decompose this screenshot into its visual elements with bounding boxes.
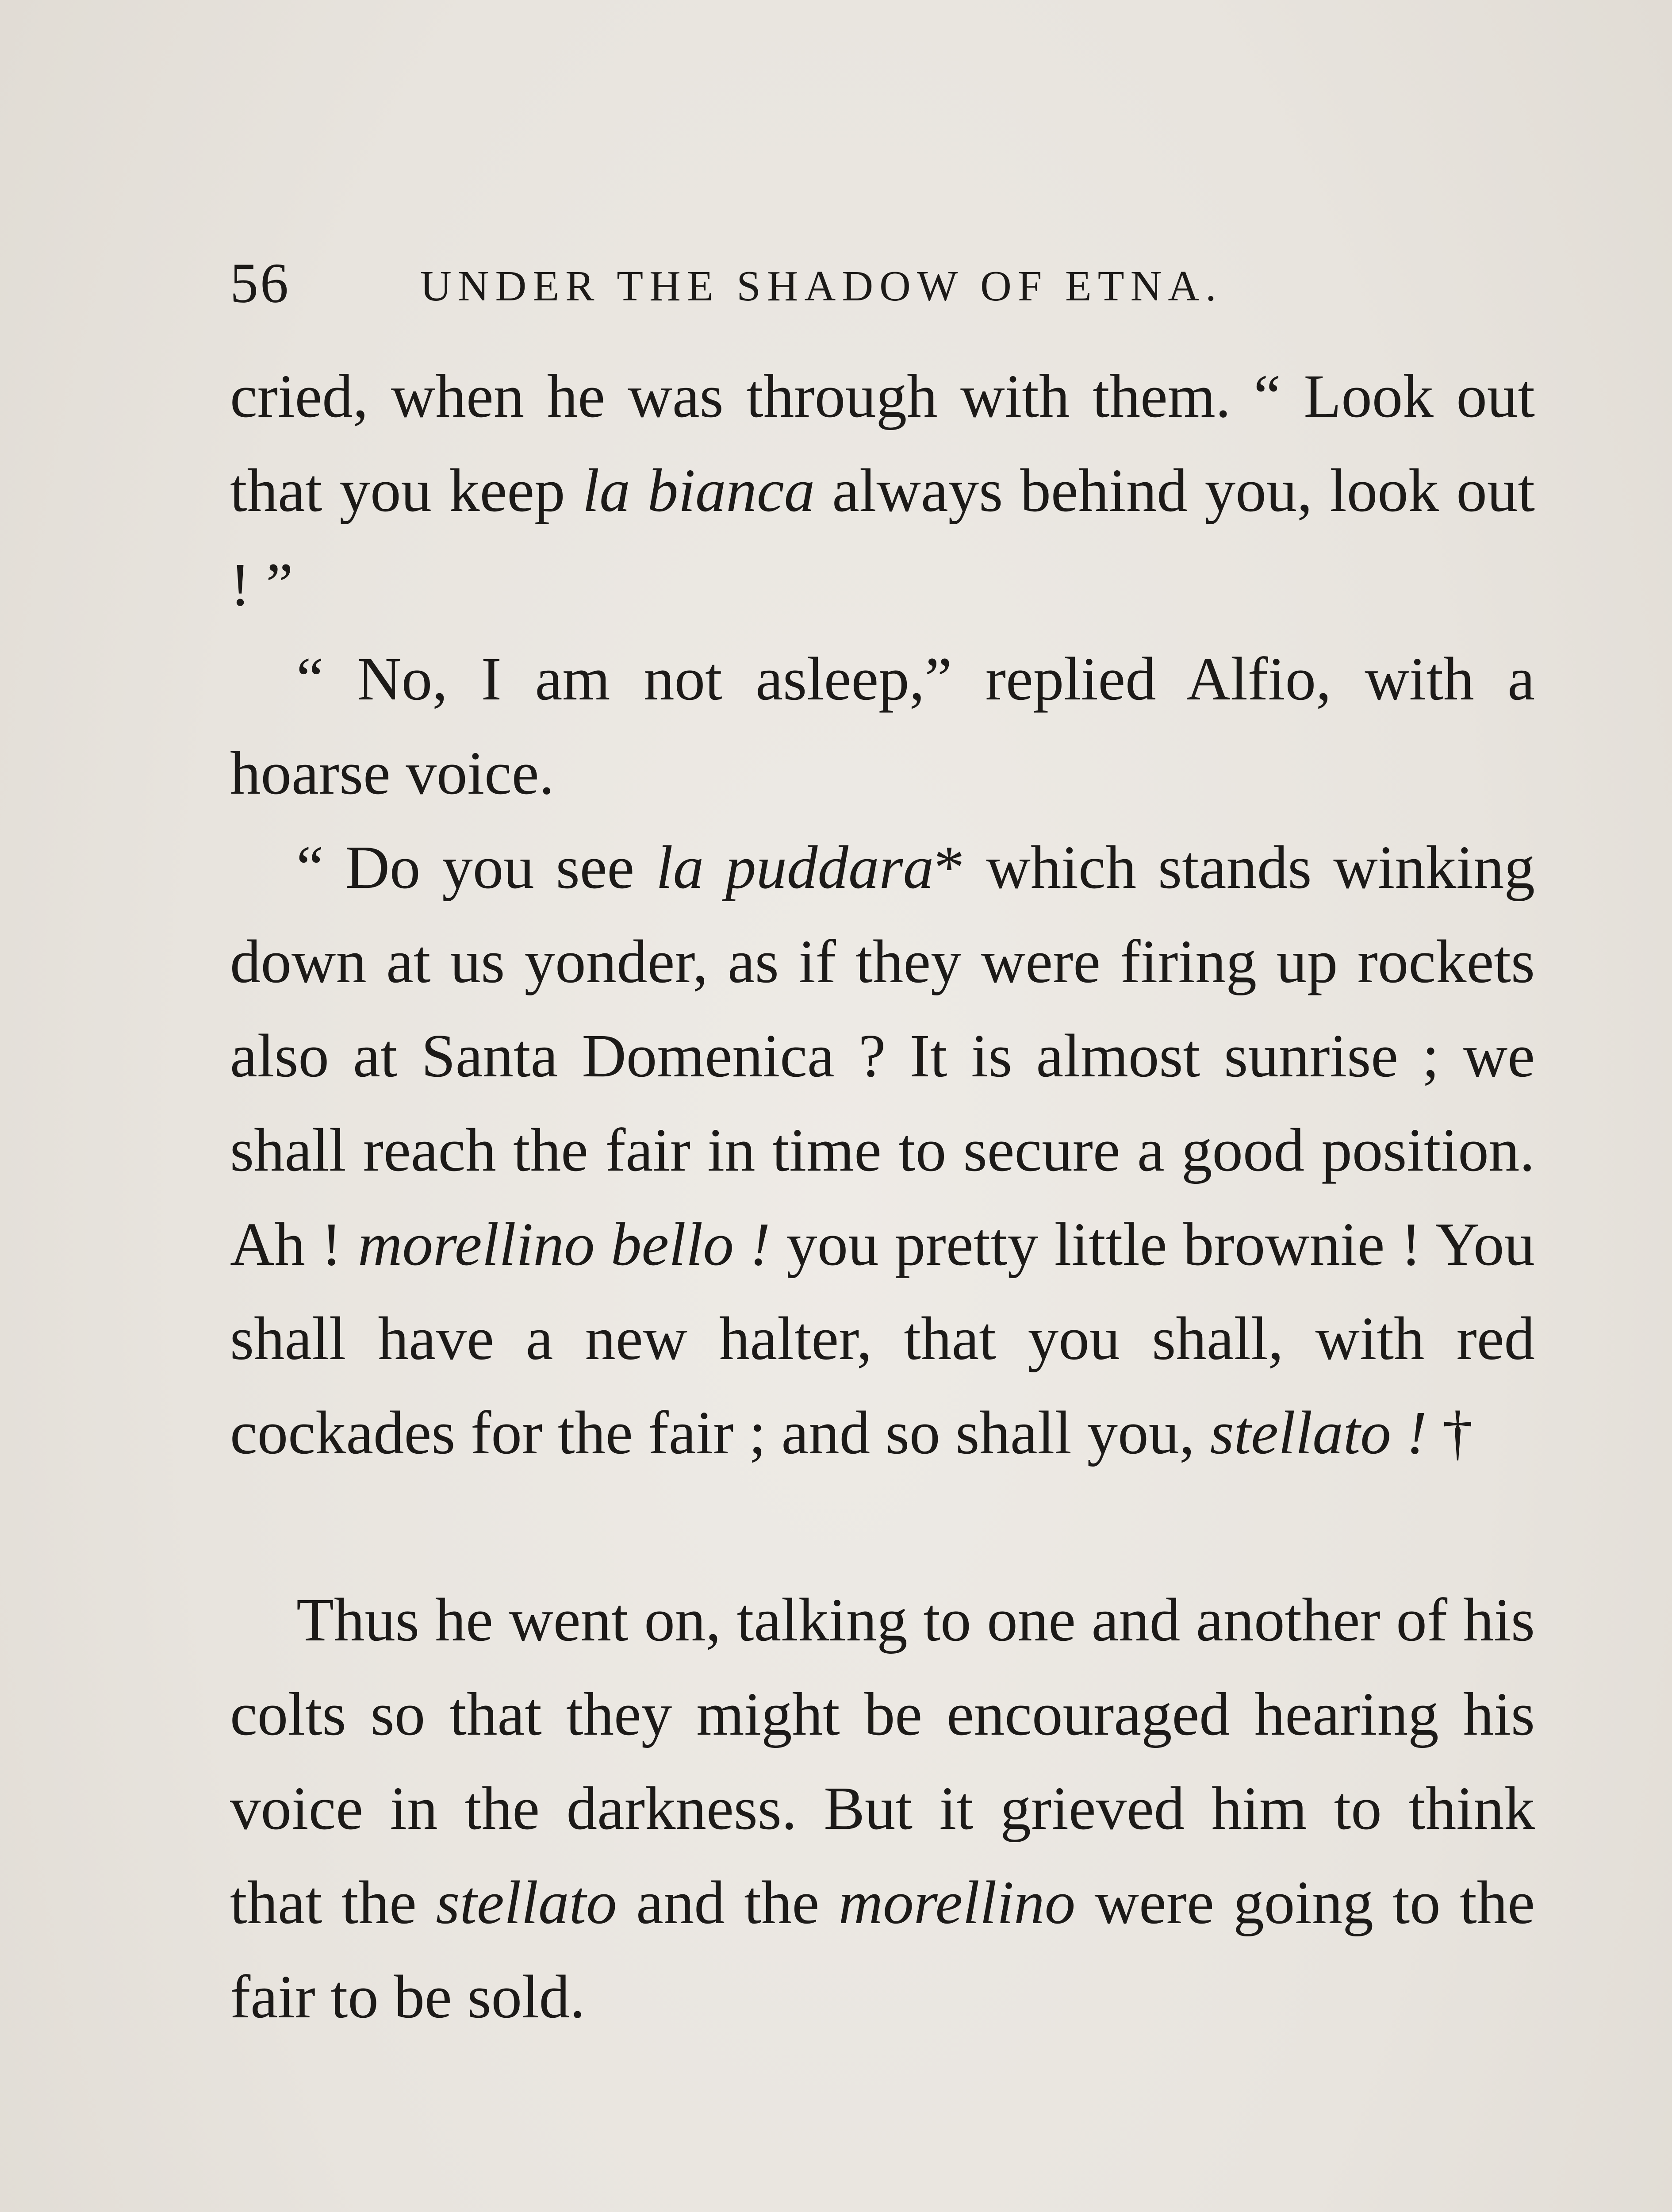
page-header — [230, 248, 1535, 319]
paragraph — [230, 632, 1535, 821]
paragraph — [230, 1573, 1535, 2044]
paragraph — [230, 349, 1535, 632]
running-head: UNDER THE SHADOW OF ETNA. — [420, 262, 1223, 310]
text-run: † — [1427, 1399, 1473, 1467]
text-run: and the — [617, 1869, 839, 1937]
paragraph — [230, 821, 1535, 1480]
text-run: “ Do you see — [296, 833, 656, 902]
text-run: always behind you, look out ! ” — [230, 457, 1535, 619]
text-run: were going to the fair to be sold. — [230, 1869, 1535, 2031]
section-gap — [230, 1480, 1535, 1573]
italic-phrase: la bianca — [582, 457, 815, 525]
text-run: you pretty little brownie ! You shall have a new halter, that you shall, with red cockades for the fair ; and so shall you, — [230, 1210, 1535, 1467]
text-run: “ No, I am not asleep,” replied Alfio, with a hoarse voice. — [230, 645, 1535, 807]
italic-phrase: morellino bello ! — [358, 1210, 771, 1279]
italic-phrase: stellato ! — [1210, 1399, 1427, 1467]
text-run: Thus he went on, talking to one and another of his colts so that they might be encouraged hearing his voice in the darkness. But it grieved him to think that the — [230, 1586, 1535, 1937]
text-run: * which stands winking down at us yonder, as if they were firing up rockets also at Santa Domenica ? It is almost sunrise ; we shall reach the fair in time to secure a good position. Ah ! — [230, 833, 1535, 1279]
text-run: cried, when he was through with them. “ Look out that you keep — [230, 362, 1535, 525]
italic-phrase: la puddara — [656, 833, 934, 902]
italic-phrase: stellato — [436, 1869, 617, 1937]
italic-phrase: morellino — [838, 1869, 1076, 1937]
page-number: 56 — [230, 252, 290, 315]
body-text — [230, 349, 1535, 2044]
